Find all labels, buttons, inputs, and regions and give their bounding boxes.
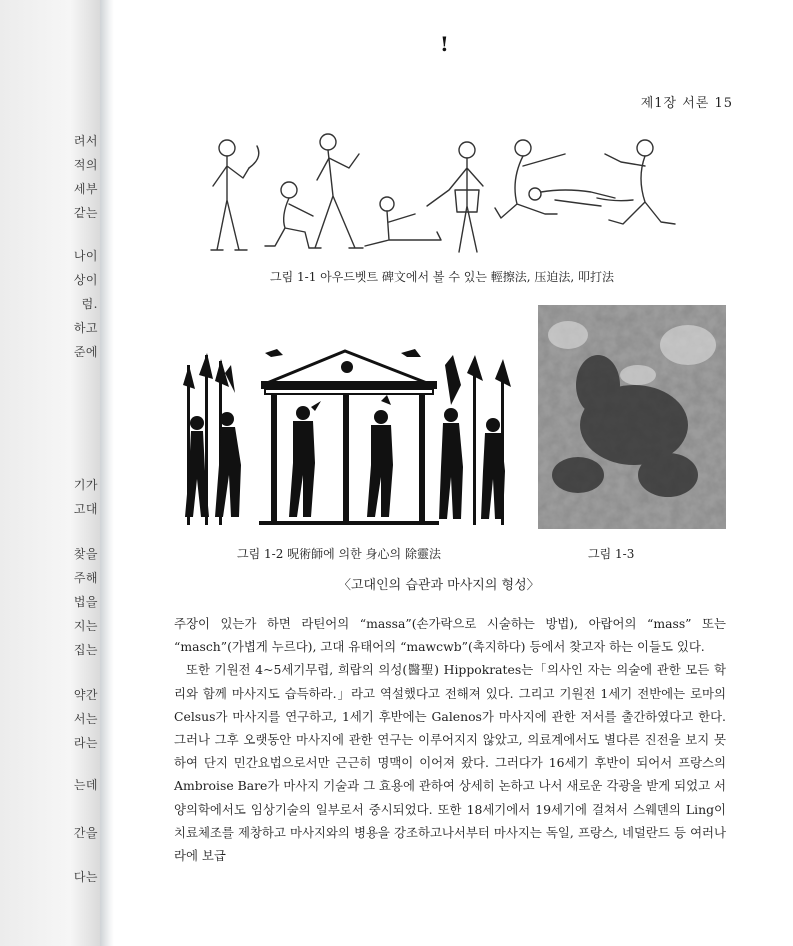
left-fragment: 서는 [73, 712, 98, 726]
section-title: 〈고대인의 습관과 마사지의 형성〉 [338, 578, 540, 593]
figure-1-3-photo [538, 305, 726, 529]
left-fragment: 적의 [73, 158, 98, 172]
left-fragment: 고대 [73, 502, 98, 516]
paragraph: 또한 기원전 4~5세기무렵, 희랍의 의성(醫聖) Hippokrates는「의사인 자는 의술에 관한 모든 학리와 함께 마사지도 습득하라.」라고 역설했다고 전해져 있다. 그리고 기원전 1세기 전반에는 로마의 Celsus가 마사지를 연구하고, 1세기 후반에는 Galenos가 마사지에 관한 저서를 출간하였다고 한다. 그러나 그후 오랫동안 마사지에 관한 연구는 이루어지지 않았고, 의료계에서도 별다른 진전을 보지 못하여 단지 민간요법으로서만 근근히 명맥이 이어져 왔다. 그러다가 16세기 후반이 되어서 프랑스의 Ambroise Bare가 마사지 기술과 그 효용에 관하여 상세히 논하고 나서 새로운 각광을 받게 되었고 서양의학에서도 임상기술의 일부로서 중시되었다. 또한 18세기에서 19세기에 걸쳐서 스웨덴의 Ling이 치료체조를 제창하고 마사지와의 병용을 강조하고나서부터 마사지는 독일, 프랑스, 네덜란드 등 여러나라에 보급 [174, 662, 726, 864]
left-fragment: 같는 [73, 206, 98, 220]
left-fragment: 는데 [73, 778, 98, 792]
left-fragment: 주해 [73, 571, 98, 585]
left-fragment: 상이 [73, 273, 98, 287]
left-fragment: 집는 [73, 643, 98, 657]
figure-1-1-illustration [205, 128, 695, 263]
left-fragment: 간을 [73, 826, 98, 840]
paragraph: 주장이 있는가 하면 라틴어의 “massa”(손가락으로 시술하는 방법), 아랍어의 “mass” 또는 “masch”(가볍게 누르다), 고대 유태어의 “mawcwb”(촉지하다) 등에서 찾고자 하는 이들도 있다. [174, 616, 726, 655]
figure-1-2-caption: 그림 1-2 呪術師에 의한 身心의 除靈法 [237, 547, 441, 561]
page-header: 제1장 서론 15 [640, 96, 733, 111]
left-fragment: 법을 [73, 595, 98, 609]
left-fragment: 약간 [73, 688, 98, 702]
left-fragment: 지는 [73, 619, 98, 633]
left-fragment: 기가 [73, 478, 98, 492]
page-mark: ! [440, 32, 449, 56]
figure-1-3-caption: 그림 1-3 [588, 547, 635, 561]
left-fragment: 다는 [73, 870, 98, 884]
body-text [174, 612, 726, 867]
left-page-edge [0, 0, 100, 946]
left-fragment: 준에 [73, 345, 98, 359]
figure-1-1-caption: 그림 1-1 아우드벳트 碑文에서 볼 수 있는 輕擦法, 压迫法, 叩打法 [270, 270, 614, 284]
left-fragment: 럼. [81, 297, 98, 311]
left-fragment: 찾을 [73, 547, 98, 561]
book-gutter [100, 0, 114, 946]
left-fragment: 려서 [73, 134, 98, 148]
left-fragment: 라는 [73, 736, 98, 750]
left-fragment: 나이 [73, 249, 98, 263]
left-fragment: 세부 [73, 182, 98, 196]
left-fragment: 하고 [73, 321, 98, 335]
figure-1-2-illustration [175, 345, 523, 527]
